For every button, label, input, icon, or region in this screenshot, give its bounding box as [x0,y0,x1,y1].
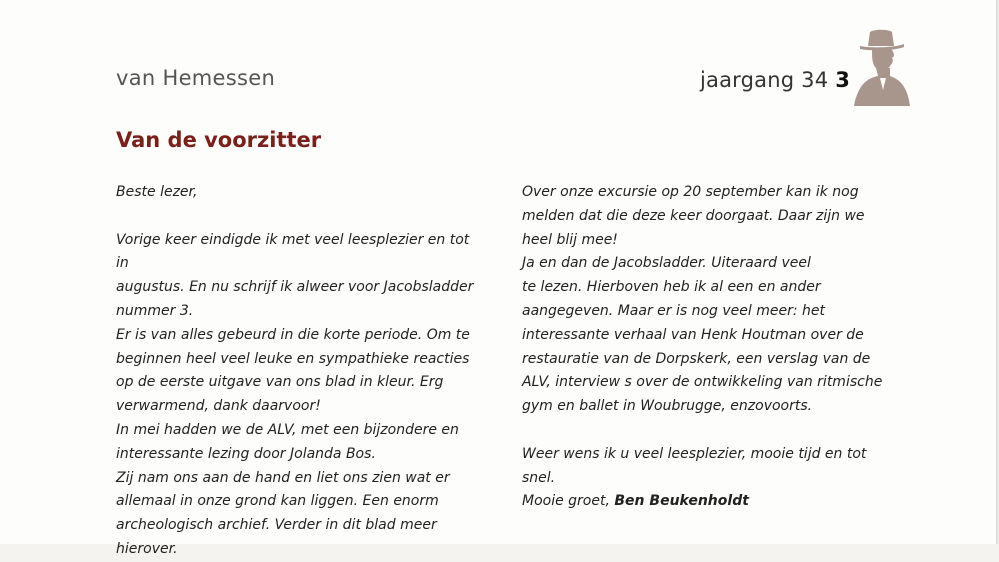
header-volume [700,68,850,92]
text-line: Zij nam ons aan de hand en liet ons zien wat er [116,469,450,486]
closing-line [522,490,892,514]
salutation: Beste lezer, [116,184,198,200]
silhouette-man-hat-icon [850,24,912,106]
text-line: augustus. En nu schrijf ik alweer voor Jacobsladder [116,279,474,296]
text-line: op de eerste uitgave van ons blad in kleur. Erg [116,374,444,391]
text-line: In mei hadden we de ALV, met een bijzondere en [116,421,459,438]
text-line: Ja en dan de Jacobsladder. Uiteraard veel [522,255,811,272]
text-line: nummer 3. [116,302,194,319]
text-line: interessante verhaal van Henk Houtman over de [522,326,864,343]
text-line: hierover. [116,540,178,557]
text-line: Vorige keer eindigde ik met veel leesplezier en tot in [116,231,470,272]
text-line: restauratie van de Dorpskerk, een verslag van de [522,350,871,367]
text-line: Er is van alles gebeurd in die korte periode. Om te [116,326,470,343]
text-line: allemaal in onze grond kan liggen. Een enorm [116,493,439,510]
text-line: ALV, interview s over de ontwikkeling van ritmische [522,374,883,391]
right-column [522,181,892,514]
text-line: verwarmend, dank daarvoor! [116,398,321,415]
text-line: melden dat die deze keer doorgaat. Daar zijn we [522,207,865,224]
closing: Mooie groet, [522,493,610,510]
volume-label: jaargang 34 [700,68,829,92]
text-line: aangegeven. Maar er is nog veel meer: het [522,302,825,319]
header-name: van Hemessen [116,66,276,90]
left-column [116,181,486,562]
text-line: snel. [522,469,556,486]
text-line: te lezen. Hierboven heb ik al een en ander [522,279,821,296]
text-line: heel blij mee! [522,231,618,248]
text-line: beginnen heel veel leuke en sympathieke reacties [116,350,470,367]
text-line: archeologisch archief. Verder in dit blad meer [116,517,437,534]
article-title: Van de voorzitter [116,128,322,152]
text-line: gym en ballet in Woubrugge, enzovoorts. [522,398,813,415]
text-line: Weer wens ik u veel leesplezier, mooie tijd en tot [522,445,867,462]
text-line: interessante lezing door Jolanda Bos. [116,445,376,462]
text-line: Over onze excursie op 20 september kan ik nog [522,184,859,200]
issue-number: 3 [835,68,850,92]
signature: Ben Beukenholdt [614,493,749,510]
